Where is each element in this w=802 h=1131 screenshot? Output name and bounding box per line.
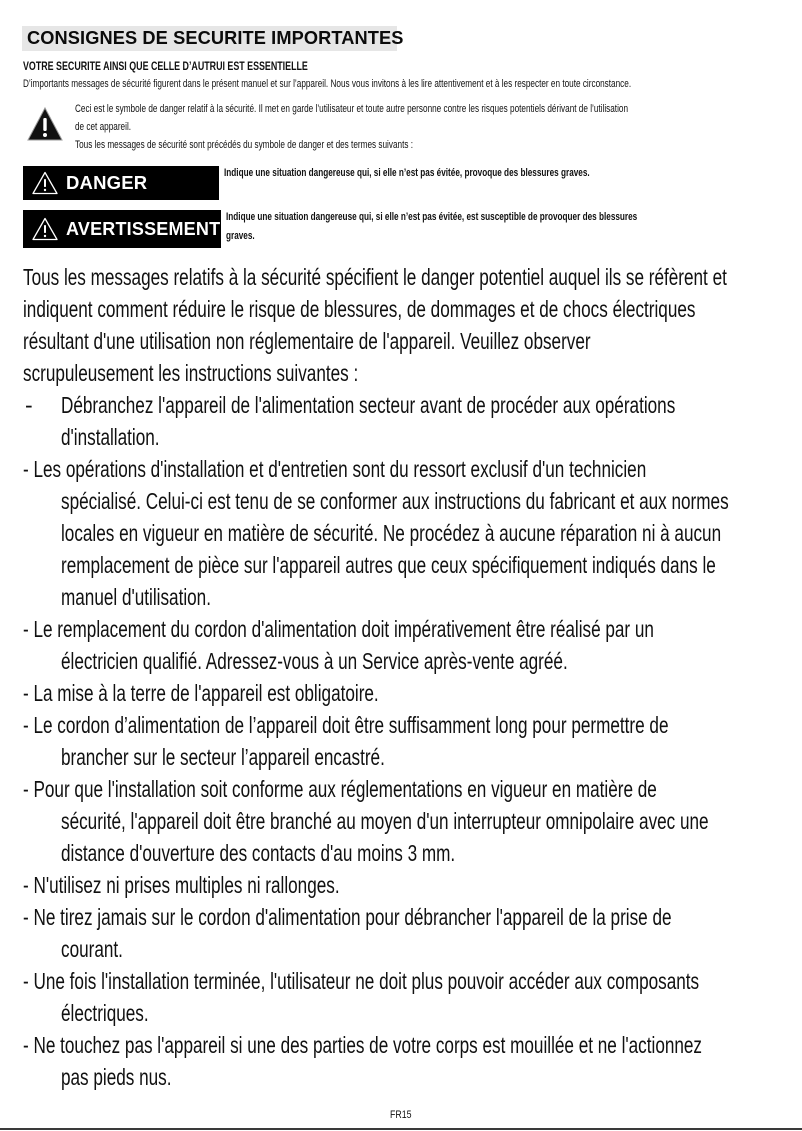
list-item-continuation bbox=[61, 648, 741, 675]
avertissement-label bbox=[23, 210, 221, 248]
list-item-text: sécurité, l'appareil doit être branché au moyen d'un interrupteur omnipolaire avec une bbox=[61, 808, 709, 834]
bullet-dash: - bbox=[23, 776, 29, 802]
list-item-text: pas pieds nus. bbox=[61, 1064, 172, 1090]
symbol-note-text: de cet appareil. bbox=[75, 121, 132, 133]
warning-outline-icon bbox=[32, 171, 58, 195]
danger-label bbox=[23, 166, 219, 200]
symbol-note-text: Tous les messages de sécurité sont précédés du symbole de danger et des termes suivants : bbox=[75, 139, 413, 151]
main-intro-line-4 bbox=[23, 360, 473, 387]
page-title-text: CONSIGNES DE SECURITE IMPORTANTES bbox=[27, 27, 404, 48]
list-item bbox=[23, 872, 448, 899]
list-item-text: électriques. bbox=[61, 1000, 149, 1026]
list-item-text: spécialisé. Celui-ci est tenu de se conformer aux instructions du fabricant et aux normes bbox=[61, 488, 729, 514]
symbol-note-line-3 bbox=[75, 139, 529, 151]
list-item-text: distance d'ouverture des contacts d'au moins 3 mm. bbox=[61, 840, 456, 866]
avertissement-description-line-2 bbox=[226, 230, 265, 242]
bullet-dash: - bbox=[23, 968, 29, 994]
page-number-text: FR15 bbox=[390, 1109, 412, 1121]
list-item-text: locales en vigueur en matière de sécurité. Ne procédez à aucune réparation ni à aucun bbox=[61, 520, 722, 546]
list-item-continuation bbox=[61, 424, 193, 451]
list-item-text: N'utilisez ni prises multiples ni rallonges. bbox=[33, 872, 340, 898]
list-item-continuation bbox=[61, 584, 262, 611]
list-item-text: Le remplacement du cordon d'alimentation doit impérativement être réalisé par un bbox=[33, 616, 654, 642]
list-item-text: d'installation. bbox=[61, 424, 160, 450]
list-item-bullet bbox=[25, 392, 33, 419]
list-item-text: courant. bbox=[61, 936, 123, 962]
bullet-dash: - bbox=[23, 904, 29, 930]
list-item-text: Pour que l'installation soit conforme aux réglementations en vigueur en matière de bbox=[33, 776, 657, 802]
list-item-text: Ne touchez pas l'appareil si une des parties de votre corps est mouillée et ne l'actionnez bbox=[33, 1032, 703, 1058]
bullet-dash: - bbox=[23, 456, 29, 482]
list-item-text: manuel d'utilisation. bbox=[61, 584, 211, 610]
list-item-continuation bbox=[61, 488, 802, 515]
list-item-continuation bbox=[61, 936, 144, 963]
list-item-text: Les opérations d'installation et d'entretien sont du ressort exclusif d'un technicien bbox=[33, 456, 647, 482]
avertissement-description-text: Indique une situation dangereuse qui, si elle n’est pas évitée, est susceptible de provoquer des blessures bbox=[226, 211, 638, 223]
main-intro-line-2 bbox=[23, 296, 802, 323]
main-intro-text: Tous les messages relatifs à la sécurité spécifient le danger potentiel auquel ils se réfèrent et bbox=[23, 264, 727, 290]
section-subtitle-text: VOTRE SECURITE AINSI QUE CELLE D’AUTRUI EST ESSENTIELLE bbox=[23, 59, 308, 73]
list-item-continuation bbox=[61, 1064, 209, 1091]
bottom-rule bbox=[0, 1128, 802, 1130]
list-item bbox=[23, 1032, 802, 1059]
danger-description-text: Indique une situation dangereuse qui, si elle n’est pas évitée, provoque des blessures graves. bbox=[224, 167, 590, 179]
list-item-continuation bbox=[61, 1000, 179, 1027]
list-item-text: La mise à la terre de l'appareil est obligatoire. bbox=[33, 680, 379, 706]
avertissement-description-text: graves. bbox=[226, 230, 255, 242]
bullet-dash: - bbox=[23, 872, 29, 898]
list-item-text: électricien qualifié. Adressez-vous à un Service après-vente agréé. bbox=[61, 648, 568, 674]
avertissement-label-text: AVERTISSEMENT bbox=[66, 218, 221, 239]
section-subtitle bbox=[23, 59, 408, 73]
avertissement-description-line-1 bbox=[226, 211, 778, 223]
list-item-text: remplacement de pièce sur l'appareil autres que ceux spécifiquement indiqués dans le bbox=[61, 552, 716, 578]
list-item-continuation bbox=[61, 744, 496, 771]
list-item-text: Ne tirez jamais sur le cordon d'alimentation pour débrancher l'appareil de la prise de bbox=[33, 904, 672, 930]
symbol-note-line-2 bbox=[75, 121, 150, 133]
symbol-note-line-1 bbox=[75, 103, 802, 115]
list-item-text: brancher sur le secteur l’appareil encastré. bbox=[61, 744, 385, 770]
intro-text bbox=[23, 78, 802, 90]
main-intro-line-1 bbox=[23, 264, 802, 291]
main-intro-text: résultant d'une utilisation non réglementaire de l'appareil. Veuillez observer bbox=[23, 328, 591, 354]
list-item bbox=[23, 904, 802, 931]
main-intro-text: scrupuleusement les instructions suivantes : bbox=[23, 360, 359, 386]
list-item-text: Une fois l'installation terminée, l'utilisateur ne doit plus pouvoir accéder aux composants bbox=[33, 968, 700, 994]
list-item-continuation bbox=[61, 552, 802, 579]
danger-label-text: DANGER bbox=[66, 172, 148, 193]
main-intro-line-3 bbox=[23, 328, 785, 355]
bullet-dash: - bbox=[23, 616, 29, 642]
bullet-dash: - bbox=[23, 1032, 29, 1058]
list-item-continuation bbox=[61, 520, 802, 547]
list-item-text: Le cordon d’alimentation de l’appareil doit être suffisamment long pour permettre de bbox=[33, 712, 669, 738]
list-item bbox=[23, 680, 500, 707]
list-item bbox=[23, 456, 802, 483]
intro-line: D’importants messages de sécurité figurent dans le présent manuel et sur l’appareil. Nous vous invitons à les lire attentivement et à les respecter en toute circonstance. bbox=[23, 78, 632, 90]
bullet-dash: - bbox=[25, 392, 33, 418]
danger-description bbox=[224, 167, 715, 179]
list-item-continuation bbox=[61, 840, 590, 867]
main-intro-text: indiquent comment réduire le risque de blessures, de dommages et de chocs électriques bbox=[23, 296, 696, 322]
list-item-continuation bbox=[61, 808, 802, 835]
list-item bbox=[23, 712, 802, 739]
list-item bbox=[23, 968, 802, 995]
list-item-text: Débranchez l'appareil de l'alimentation secteur avant de procéder aux opérations bbox=[61, 392, 676, 418]
bullet-dash: - bbox=[23, 680, 29, 706]
page-number bbox=[390, 1109, 417, 1121]
list-item bbox=[23, 776, 802, 803]
list-item bbox=[23, 616, 802, 643]
warning-outline-icon bbox=[32, 217, 58, 241]
bullet-dash: - bbox=[23, 712, 29, 738]
symbol-note-text: Ceci est le symbole de danger relatif à la sécurité. Il met en garde l’utilisateur et toute autre personne contre les risques potentiels dérivant de l’utilisation bbox=[75, 103, 629, 115]
warning-triangle-icon bbox=[27, 106, 63, 142]
list-item bbox=[61, 392, 802, 419]
page-title bbox=[27, 27, 409, 49]
